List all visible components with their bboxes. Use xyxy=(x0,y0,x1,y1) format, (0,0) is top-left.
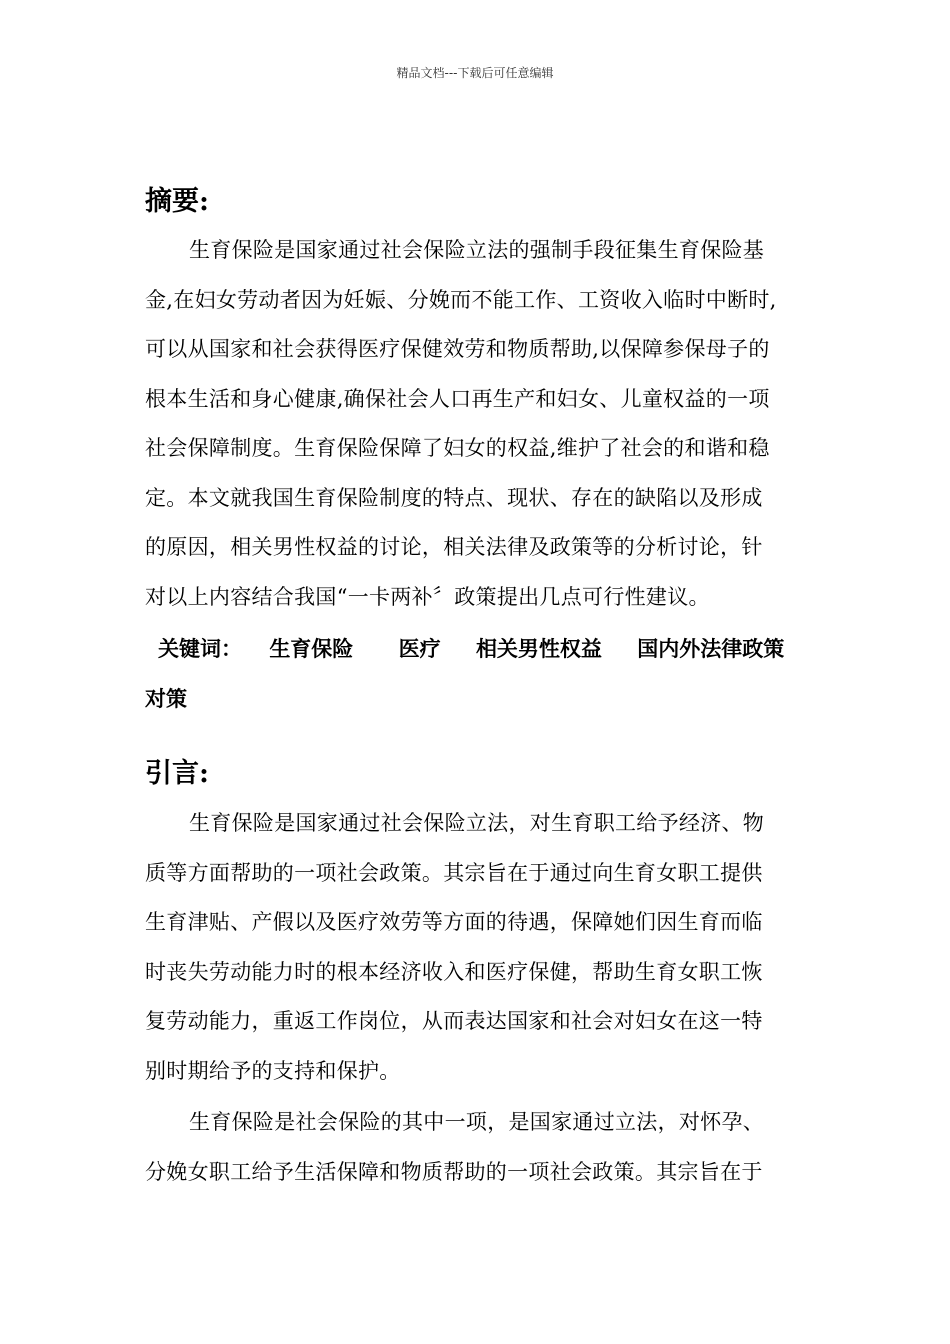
text-line: 复劳动能力，重返工作岗位，从而表达国家和社会对妇女在这一特 xyxy=(145,1009,763,1033)
keyword-item: 对策 xyxy=(145,687,187,711)
text-line: 的原因，相关男性权益的讨论，相关法律及政策等的分析讨论，针 xyxy=(145,535,763,559)
introduction-body-1 xyxy=(145,799,817,1096)
keyword-item: 国内外法律政策 xyxy=(637,637,785,661)
text-line: 时丧失劳动能力时的根本经济收入和医疗保健，帮助生育女职工恢 xyxy=(145,959,763,984)
keywords-continuation-line xyxy=(145,674,805,724)
text-line: 质等方面帮助的一项社会政策。其宗旨在于通过向生育女职工提供 xyxy=(145,860,763,885)
text-line: 分娩女职工给予生活保障和物质帮助的一项社会政策。其宗旨在于 xyxy=(145,1159,763,1184)
text-line: 定。本文就我国生育保险制度的特点、现状、存在的缺陷以及形成 xyxy=(145,485,763,510)
text-line: 可以从国家和社会获得医疗保健效劳和物质帮助,以保障参保母子的 xyxy=(145,337,770,361)
abstract-title: 摘要: xyxy=(145,186,209,217)
page-header: 精品文档---下载后可任意编辑 xyxy=(396,66,554,80)
abstract-paragraph xyxy=(145,226,817,622)
abstract-section xyxy=(145,182,817,222)
text-line: 别时期给予的支持和保护。 xyxy=(145,1058,401,1083)
keyword-item: 医疗 xyxy=(398,637,441,661)
keywords-line xyxy=(158,624,818,674)
text-line: 生育保险是国家通过社会保险立法的强制手段征集生育保险基 xyxy=(189,238,765,262)
abstract-body xyxy=(145,226,817,622)
keyword-item: 相关男性权益 xyxy=(475,637,602,661)
text-line: 对以上内容结合我国“一卡两补〞政策提出几点可行性建议。 xyxy=(145,584,710,609)
text-line: 金,在妇女劳动者因为妊娠、分娩而不能工作、工资收入临时中断时, xyxy=(145,287,777,312)
text-line: 社会保障制度。生育保险保障了妇女的权益,维护了社会的和谐和稳 xyxy=(145,436,770,460)
introduction-paragraph xyxy=(145,1098,817,1197)
introduction-section xyxy=(145,754,817,794)
keywords-label: 关键词： xyxy=(158,637,242,661)
text-line: 根本生活和身心健康,确保社会人口再生产和妇女、儿童权益的一项 xyxy=(145,386,770,411)
text-line: 生育保险是国家通过社会保险立法，对生育职工给予经济、物 xyxy=(189,811,765,835)
text-line: 生育保险是社会保险的其中一项，是国家通过立法，对怀孕、 xyxy=(189,1110,765,1134)
text-line: 生育津贴、产假以及医疗效劳等方面的待遇，保障她们因生育而临 xyxy=(145,910,763,934)
keyword-item: 生育保险 xyxy=(269,637,354,661)
introduction-paragraph xyxy=(145,799,817,1096)
introduction-body-2 xyxy=(145,1098,817,1197)
introduction-title: 引言: xyxy=(145,758,209,789)
